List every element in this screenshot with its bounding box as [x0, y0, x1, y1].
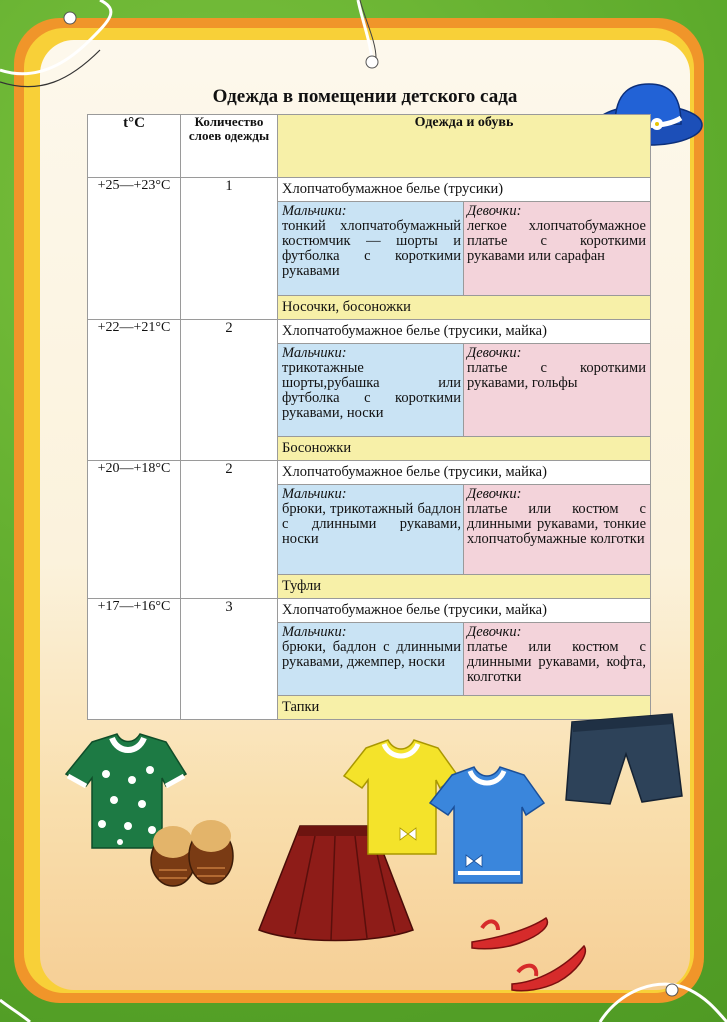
row-layers: 3	[181, 599, 278, 720]
page-title: Одежда в помещении детского сада	[212, 86, 518, 107]
clothing-table	[87, 114, 651, 720]
gender-split	[278, 623, 650, 696]
fur-slippers-icon	[145, 812, 240, 890]
header-temperature: t°C	[88, 115, 181, 178]
row-temperature: +25—+23°C	[88, 178, 181, 320]
girls-cell	[464, 344, 650, 436]
girls-label: Девочки:	[467, 203, 522, 219]
girls-label: Девочки:	[467, 345, 522, 361]
underwear-line: Хлопчатобумажное белье (трусики, майка)	[278, 320, 650, 344]
gender-split	[278, 344, 650, 437]
boys-text: трикотажные шорты,рубашка или футболка с короткими рукавами, носки	[282, 360, 461, 421]
header-clothes: Одежда и обувь	[278, 115, 651, 178]
row-clothes	[278, 461, 651, 599]
row-temperature: +17—+16°C	[88, 599, 181, 720]
shoes-line: Босоножки	[278, 437, 650, 460]
boys-cell	[278, 344, 464, 436]
table-row	[88, 461, 651, 599]
row-temperature: +20—+18°C	[88, 461, 181, 599]
underwear-line: Хлопчатобумажное белье (трусики)	[278, 178, 650, 202]
gender-split	[278, 485, 650, 575]
boys-label: Мальчики:	[282, 345, 347, 361]
table-row	[88, 178, 651, 320]
boys-label: Мальчики:	[282, 203, 347, 219]
row-layers: 1	[181, 178, 278, 320]
underwear-line: Хлопчатобумажное белье (трусики, майка)	[278, 461, 650, 485]
shoes-line: Носочки, босоножки	[278, 296, 650, 319]
boys-cell	[278, 202, 464, 295]
boys-text: брюки, бадлон с длинными рукавами, джемпер, носки	[282, 639, 461, 670]
girls-text: платье или костюм с длинными рукавами, тонкие хлопчатобумажные колготки	[467, 501, 646, 547]
row-clothes	[278, 178, 651, 320]
table-header-row	[88, 115, 651, 178]
girls-label: Девочки:	[467, 624, 522, 640]
red-sandals-icon	[468, 906, 593, 998]
girls-cell	[464, 623, 650, 695]
boys-cell	[278, 485, 464, 574]
shoes-line: Туфли	[278, 575, 650, 598]
underwear-line: Хлопчатобумажное белье (трусики, майка)	[278, 599, 650, 623]
shoes-line: Тапки	[278, 696, 650, 719]
table-row	[88, 320, 651, 461]
header-layers: Количество слоев одежды	[181, 115, 278, 178]
girls-cell	[464, 202, 650, 295]
girls-text: платье с короткими рукавами, гольфы	[467, 360, 646, 391]
boys-text: брюки, трикотажный бадлон с длинными рукавами, носки	[282, 501, 461, 547]
blue-blouse-icon	[428, 765, 548, 890]
girls-label: Девочки:	[467, 486, 522, 502]
row-clothes	[278, 320, 651, 461]
boys-cell	[278, 623, 464, 695]
girls-text: платье или костюм с длинными рукавами, кофта, колготки	[467, 639, 646, 685]
shorts-icon	[560, 708, 685, 808]
row-layers: 2	[181, 461, 278, 599]
girls-cell	[464, 485, 650, 574]
boys-text: тонкий хлопчатобумажный костюмчик — шорты и футболка с короткими рукавами	[282, 218, 461, 279]
girls-text: легкое хлопчатобумажное платье с короткими рукавами или сарафан	[467, 218, 646, 264]
gender-split	[278, 202, 650, 296]
row-temperature: +22—+21°C	[88, 320, 181, 461]
boys-label: Мальчики:	[282, 624, 347, 640]
row-layers: 2	[181, 320, 278, 461]
boys-label: Мальчики:	[282, 486, 347, 502]
table-row	[88, 599, 651, 720]
row-clothes	[278, 599, 651, 720]
